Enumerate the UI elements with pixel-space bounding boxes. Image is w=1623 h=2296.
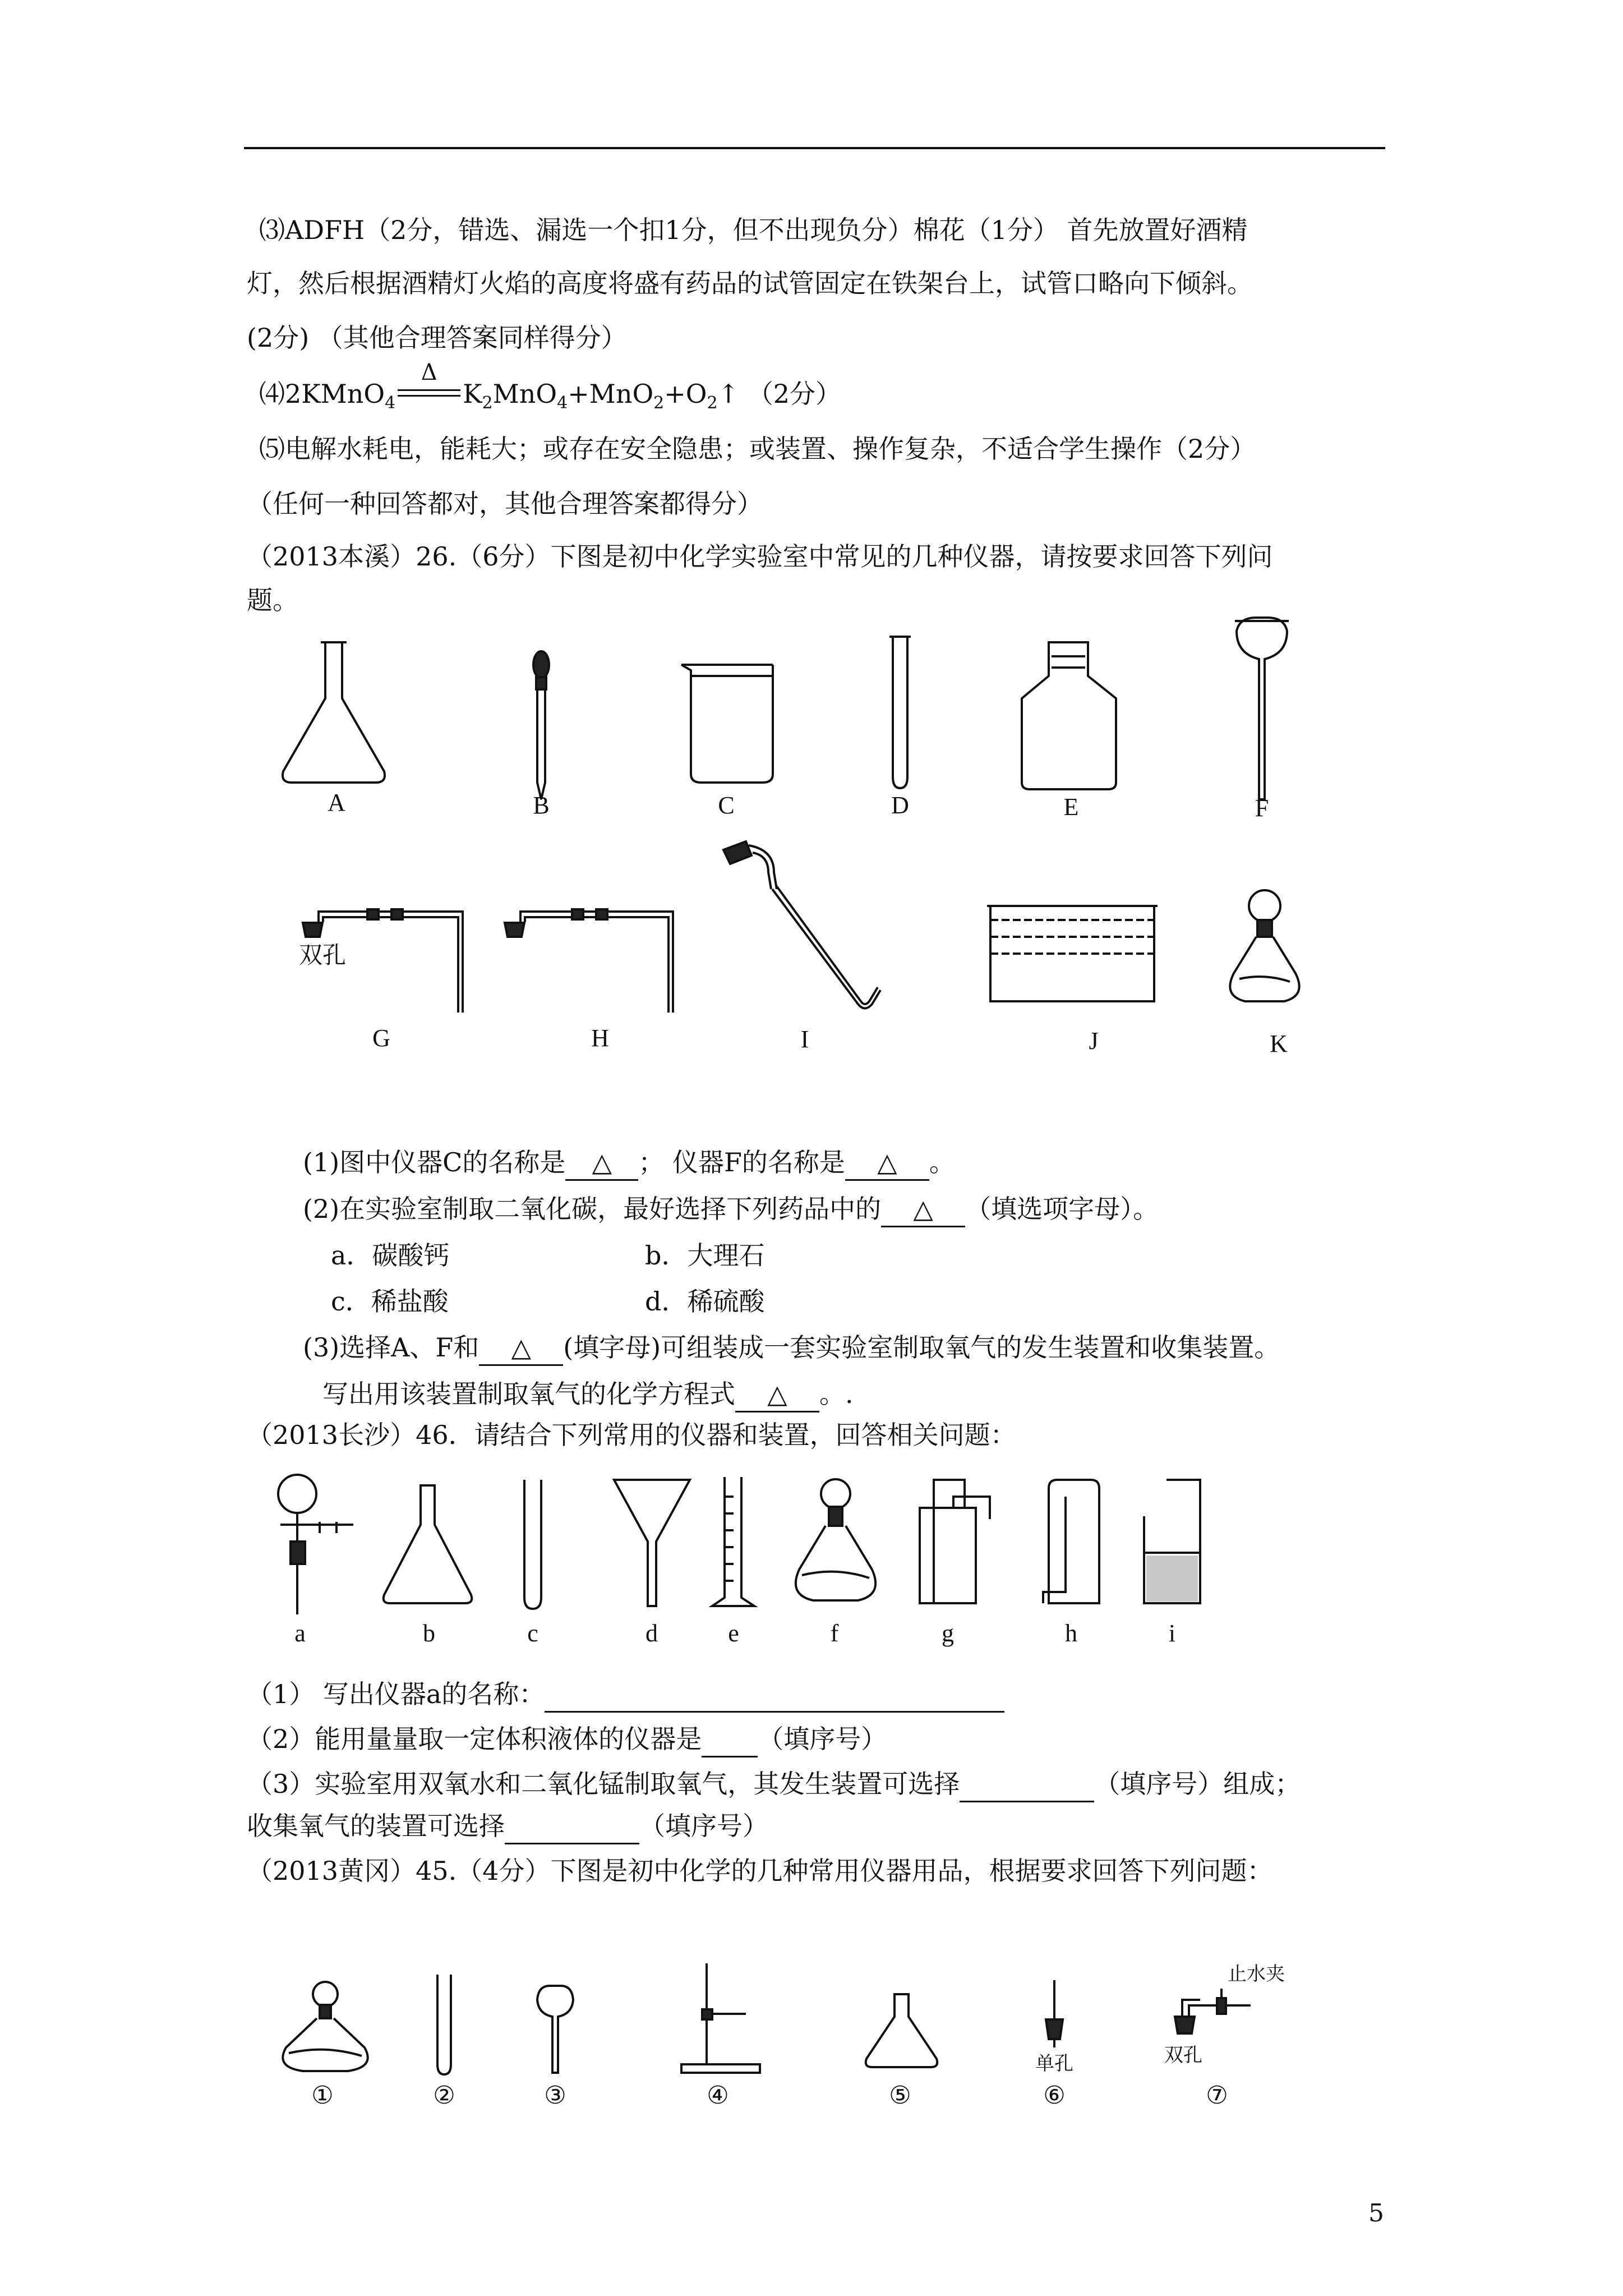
question-26-part-3-equation: 写出用该装置制取氧气的化学方程式 △ 。.	[322, 1377, 854, 1412]
conical-flask-icon	[384, 1485, 472, 1603]
instrument-figure-1-drawing	[269, 614, 1346, 1063]
chemical-equation: ⑷2KMnO$_4$ Δ $K_2MnO_4+MnO_2+O_2↑$ （2分）	[259, 360, 842, 413]
instrument-figure-3	[269, 1947, 1335, 2109]
header-rule	[244, 147, 1385, 149]
instrument-label: a	[294, 1619, 306, 1647]
option-c: c．稀盐酸	[331, 1286, 449, 1317]
instrument-label: E	[1063, 793, 1079, 821]
dropper-icon	[533, 651, 549, 799]
instrument-label: D	[891, 792, 909, 819]
instrument-label: f	[830, 1619, 839, 1647]
water-fill	[1146, 1556, 1198, 1602]
gas-collecting-bottle-icon	[1022, 642, 1116, 789]
question-26-part-3: (3)选择A、F和 △ (填字母)可组装成一套实验室制取氧气的发生装置和收集装置。	[303, 1331, 1280, 1366]
inverted-bottle-icon	[1043, 1480, 1099, 1603]
instrument-label: e	[728, 1619, 739, 1647]
instrument-label: F	[1255, 794, 1269, 822]
gas-washing-bottle-icon	[920, 1480, 990, 1603]
single-hole-label: 单孔	[1035, 2054, 1073, 2074]
instrument-label: K	[1270, 1030, 1288, 1057]
instrument-label: A	[328, 789, 345, 816]
answer-line-3-cont: 灯，然后根据酒精灯火焰的高度将盛有药品的试管固定在铁架台上，试管口略向下倾斜。	[247, 268, 1253, 298]
question-26-part-1: (1)图中仪器C的名称是 △ ； 仪器F的名称是 △ 。	[303, 1145, 955, 1181]
test-tube-icon	[889, 637, 911, 788]
instrument-label: ⑤	[889, 2082, 911, 2109]
answer-blank[interactable]: △	[565, 1145, 638, 1181]
instrument-label: c	[527, 1619, 538, 1647]
instrument-label: b	[423, 1619, 435, 1647]
instrument-label: J	[1089, 1027, 1099, 1055]
instrument-label: g	[942, 1619, 954, 1647]
option-d: d．稀硫酸	[645, 1286, 765, 1317]
test-tube-icon	[437, 1975, 451, 2074]
double-hole-label: 双孔	[298, 943, 347, 969]
question-46-part-1: （1） 写出仪器a的名称：	[247, 1677, 1004, 1713]
heat-condition-sign: Δ	[395, 377, 463, 411]
question-46-heading: （2013长沙）46．请结合下列常用的仪器和装置，回答相关问题：	[247, 1420, 1016, 1450]
option-a: a．碳酸钙	[331, 1240, 450, 1271]
option-b: b．大理石	[645, 1240, 765, 1271]
instrument-label: G	[372, 1024, 390, 1052]
instrument-label: I	[800, 1025, 809, 1053]
question-26-heading-cont: 题。	[247, 585, 298, 615]
answer-blank[interactable]: △	[845, 1145, 929, 1181]
separatory-funnel-icon	[278, 1475, 353, 1614]
instrument-label: C	[718, 792, 735, 819]
instrument-label: ②	[433, 2082, 455, 2109]
instrument-label: ④	[707, 2082, 729, 2109]
instrument-figure-1	[269, 614, 1346, 1063]
question-46-part-3: （3）实验室用双氧水和二氧化锰制取氧气，其发生装置可选择 （填序号）组成；	[247, 1767, 1301, 1802]
question-45-heading: （2013黄冈）45.（4分）下图是初中化学的几种常用仪器用品，根据要求回答下列问题：	[247, 1856, 1273, 1886]
instrument-label: H	[591, 1024, 609, 1052]
instrument-label: i	[1168, 1619, 1176, 1647]
graduated-cylinder-icon	[712, 1477, 754, 1606]
funnel-icon	[614, 1480, 690, 1606]
water-trough-icon	[987, 906, 1158, 1001]
answer-line-5-note: （任何一种回答都对，其他合理答案都得分）	[247, 489, 763, 519]
instrument-label: d	[645, 1619, 658, 1647]
alcohol-lamp-icon	[283, 1982, 367, 2071]
answer-blank[interactable]	[505, 1809, 639, 1844]
bent-glass-tube-icon	[723, 841, 880, 1009]
long-neck-funnel-icon	[1235, 618, 1289, 799]
instrument-label: ⑥	[1043, 2082, 1066, 2109]
single-hole-stopper-tube-icon	[505, 909, 673, 1013]
instrument-label: B	[533, 792, 550, 819]
alcohol-lamp-icon	[1230, 890, 1299, 1001]
instrument-figure-2	[247, 1463, 1256, 1648]
alcohol-lamp-icon	[796, 1479, 875, 1600]
answer-line-3-score: (2分) （其他合理答案同样得分）	[247, 323, 627, 353]
question-46-part-3-cont: 收集氧气的装置可选择 （填序号）	[247, 1809, 768, 1844]
answer-blank[interactable]: △	[479, 1331, 563, 1366]
double-hole-label: 双孔	[1164, 2045, 1202, 2066]
answer-blank[interactable]	[545, 1677, 1004, 1713]
instrument-label: h	[1065, 1619, 1077, 1647]
answer-blank[interactable]	[702, 1722, 758, 1757]
beaker-icon	[681, 665, 773, 783]
single-hole-stopper-icon	[1046, 1980, 1063, 2047]
instrument-figure-3-drawing	[269, 1947, 1335, 2109]
water-clamp-label: 止水夹	[1228, 1964, 1285, 1985]
conical-flask-icon	[866, 1994, 938, 2067]
question-46-part-2: （2）能用量量取一定体积液体的仪器是 （填序号）	[247, 1722, 887, 1757]
long-neck-funnel-icon	[537, 1986, 573, 2073]
instrument-label: ⑦	[1206, 2082, 1228, 2109]
conical-flask-icon	[283, 642, 385, 783]
test-tube-icon	[524, 1480, 541, 1609]
page-number: 5	[1368, 2199, 1384, 2228]
question-26-heading: （2013本溪）26.（6分）下图是初中化学实验室中常见的几种仪器，请按要求回答下列问	[247, 541, 1273, 572]
instrument-label: ③	[544, 2082, 566, 2109]
answer-line-5: ⑸电解水耗电，能耗大；或存在安全隐患；或装置、操作复杂，不适合学生操作（2分）	[259, 434, 1256, 464]
double-hole-stopper-with-clamp-icon	[1175, 1989, 1251, 2033]
instrument-label: ①	[311, 2082, 334, 2109]
answer-blank[interactable]: △	[881, 1192, 965, 1227]
question-26-part-2: (2)在实验室制取二氧化碳，最好选择下列药品中的 △ （填选项字母）。	[303, 1192, 1159, 1227]
answer-blank[interactable]: △	[735, 1377, 819, 1412]
answer-line-3: ⑶ADFH（2分，错选、漏选一个扣1分，但不出现负分）棉花（1分） 首先放置好酒精	[259, 215, 1248, 245]
instrument-figure-2-drawing	[247, 1463, 1256, 1648]
iron-stand-icon	[681, 1963, 760, 2073]
answer-blank[interactable]	[960, 1767, 1094, 1802]
